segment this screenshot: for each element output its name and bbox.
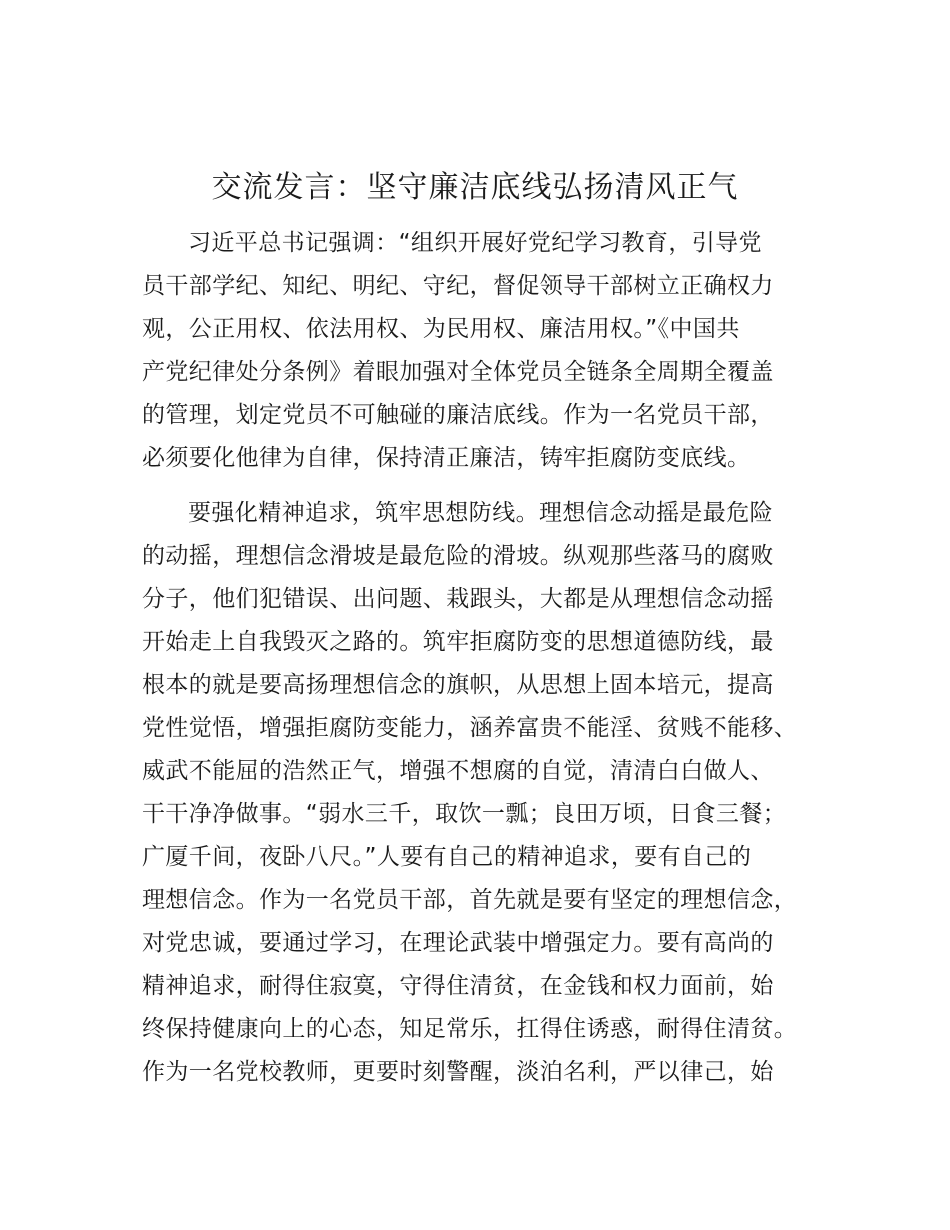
paragraph-line: 必须要化他律为自律，保持清正廉洁，铸牢拒腐防变底线。 xyxy=(142,445,751,471)
paragraph-line: 产党纪律处分条例》着眼加强对全体党员全链条全周期全覆盖 xyxy=(142,359,774,385)
paragraph-line: 对党忠诚，要通过学习，在理论武装中增强定力。要有高尚的 xyxy=(142,930,774,956)
paragraph-line: 干干净净做事。“弱水三千，取饮一瓢；良田万顷，日食三餐； xyxy=(142,801,787,827)
paragraph-line: 威武不能屈的浩然正气，增强不想腐的自觉，清清白白做人、 xyxy=(142,758,774,784)
paragraph-line: 分子，他们犯错误、出问题、栽跟头，大都是从理想信念动摇 xyxy=(142,586,774,612)
paragraph-line: 的管理，划定党员不可触碰的廉洁底线。作为一名党员干部， xyxy=(142,402,774,428)
paragraph-line: 的动摇，理想信念滑坡是最危险的滑坡。纵观那些落马的腐败 xyxy=(142,543,774,569)
document-title: 交流发言：坚守廉洁底线弘扬清风正气 xyxy=(211,170,739,205)
paragraph-line: 党性觉悟，增强拒腐防变能力，涵养富贵不能淫、贫贱不能移、 xyxy=(142,715,798,741)
paragraph-line: 理想信念。作为一名党员干部，首先就是要有坚定的理想信念， xyxy=(142,887,798,913)
paragraph-line: 员干部学纪、知纪、明纪、守纪，督促领导干部树立正确权力 xyxy=(142,273,774,299)
paragraph-line: 广厦千间，夜卧八尺。”人要有自己的精神追求，要有自己的 xyxy=(142,844,752,870)
paragraph-line: 开始走上自我毁灭之路的。筑牢拒腐防变的思想道德防线，最 xyxy=(142,629,774,655)
paragraph-line: 观，公正用权、依法用权、为民用权、廉洁用权。”《中国共 xyxy=(142,316,740,342)
paragraph-2 xyxy=(142,492,842,1094)
paragraph-line: 要强化精神追求，筑牢思想防线。理想信念动摇是最危险 xyxy=(188,500,773,526)
paragraph-line: 精神追求，耐得住寂寞，守得住清贫，在金钱和权力面前，始 xyxy=(142,973,774,999)
paragraph-line: 作为一名党校教师，更要时刻警醒，淡泊名利，严以律己，始 xyxy=(142,1059,774,1085)
paragraph-1 xyxy=(142,222,842,480)
paragraph-line: 习近平总书记强调：“组织开展好党纪学习教育，引导党 xyxy=(188,230,762,256)
paragraph-line: 终保持健康向上的心态，知足常乐，扛得住诱惑，耐得住清贫。 xyxy=(142,1016,798,1042)
paragraph-line: 根本的就是要高扬理想信念的旗帜，从思想上固本培元，提高 xyxy=(142,672,774,698)
